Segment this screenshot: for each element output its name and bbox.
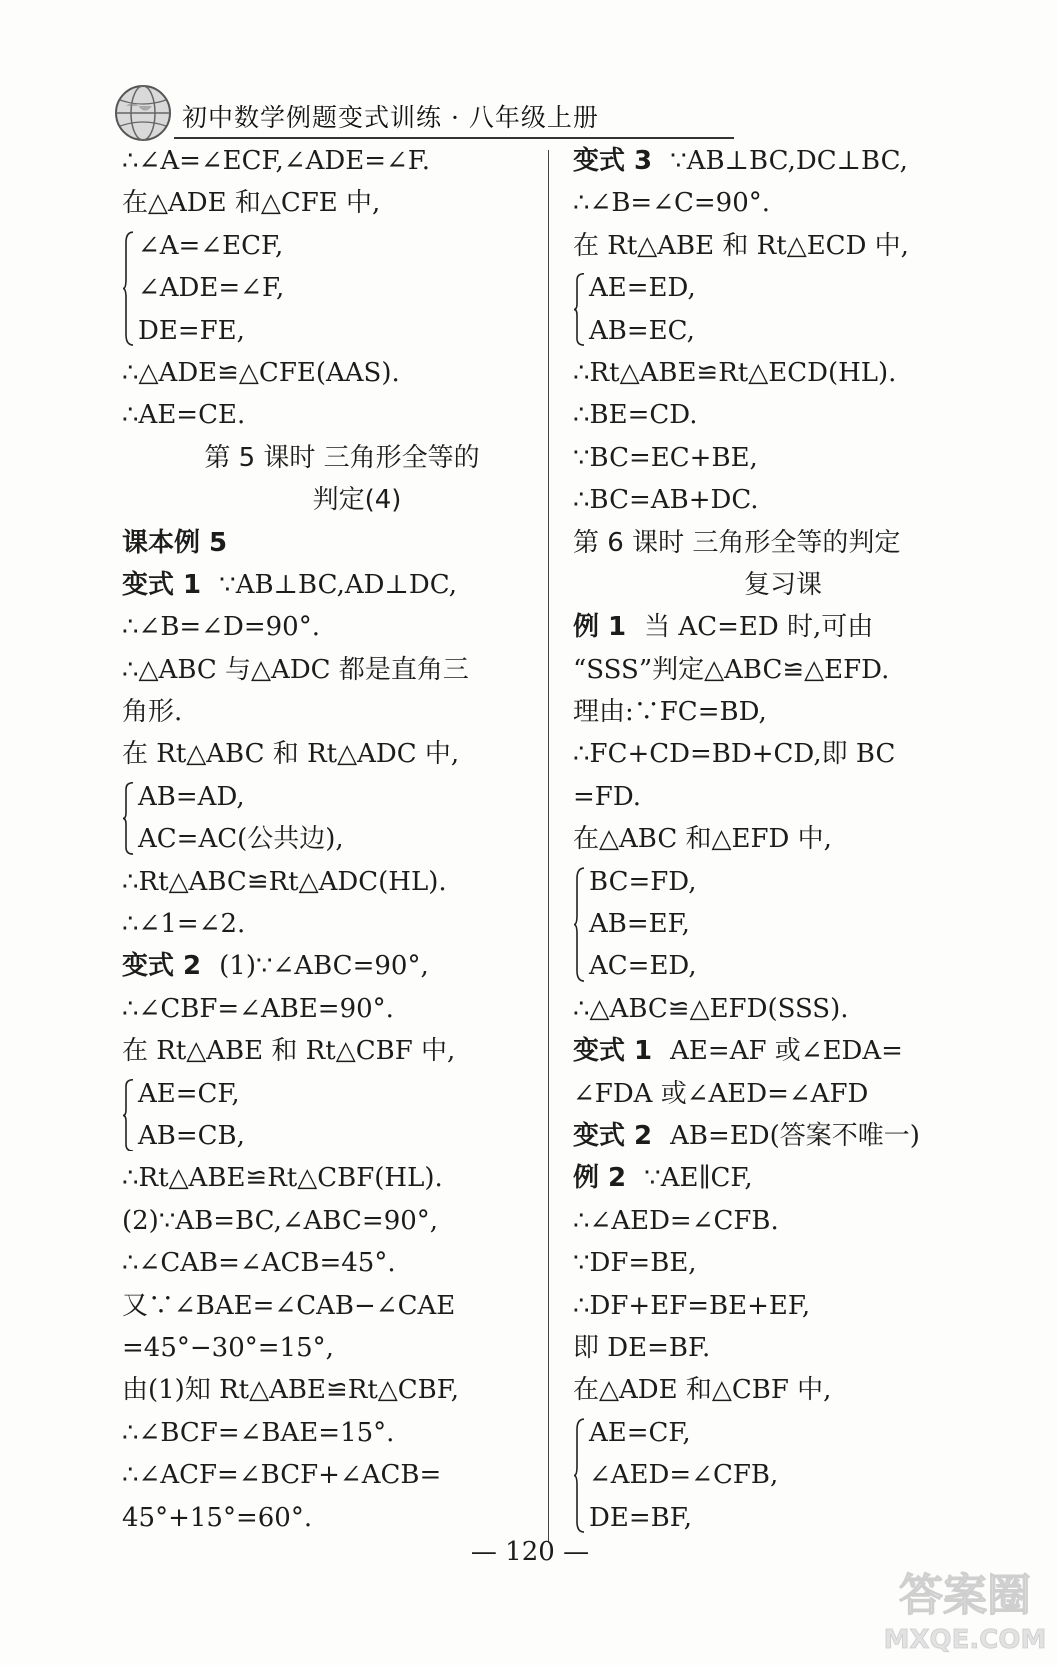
text-line: 即 DE=BF. — [573, 1332, 711, 1363]
text-line: DE=FE, — [138, 315, 245, 346]
variant-line — [573, 1030, 993, 1072]
text-line: AE=CF, — [589, 1417, 691, 1448]
variant-label: 变式 3 — [573, 146, 653, 176]
text-line: ∴∠B=∠C=90°. — [573, 188, 771, 219]
brace-icon — [573, 867, 585, 982]
text-line: ∴BC=AB+DC. — [573, 485, 759, 516]
text-line: ∠FDA 或∠AED=∠AFD — [573, 1078, 869, 1109]
right-column — [573, 140, 993, 1539]
text-line: ∴∠A=∠ECF,∠ADE=∠F. — [122, 146, 431, 176]
text-line: ∴Rt△ABE≌Rt△ECD(HL). — [573, 357, 897, 388]
variant-label: 变式 1 — [122, 569, 202, 600]
text-line: 角形. — [122, 697, 183, 728]
text-line: =FD. — [573, 781, 642, 812]
text-line: =45°−30°=15°, — [122, 1332, 334, 1363]
variant-line — [122, 564, 532, 606]
text-line: AC=ED, — [589, 951, 697, 982]
lesson-heading: 复习课 — [743, 569, 822, 600]
text-line: DE=BF, — [589, 1502, 692, 1533]
example-line — [573, 1157, 993, 1199]
text-span: ∵AE∥CF, — [644, 1163, 753, 1194]
text-span: AE=AF 或∠EDA= — [670, 1036, 903, 1067]
brace-icon — [122, 231, 134, 346]
variant-label: 变式 2 — [122, 951, 202, 982]
text-line: ∴Rt△ABE≌Rt△CBF(HL). — [122, 1163, 443, 1194]
text-line: ∵BC=EC+BE, — [573, 442, 758, 473]
lesson-heading: 判定(4) — [312, 485, 402, 516]
text-line: AB=CB, — [138, 1120, 245, 1151]
text-line: ∴DF+EF=BE+EF, — [573, 1290, 811, 1321]
variant-label: 变式 1 — [573, 1036, 653, 1067]
text-line: ∴AE=CE. — [122, 400, 246, 431]
variant-label: 变式 2 — [573, 1120, 653, 1151]
lesson-heading: 第 5 课时 三角形全等的 — [204, 442, 480, 473]
text-line: AE=ED, — [589, 273, 696, 304]
text-line: ∠A=∠ECF, — [138, 230, 284, 261]
brace-group — [122, 225, 532, 352]
example-label: 例 2 — [573, 1163, 627, 1194]
brace-icon — [122, 1079, 134, 1152]
variant-line — [122, 945, 532, 987]
header-rule — [174, 137, 734, 139]
text-span: ∵AB⊥BC,AD⊥DC, — [219, 569, 458, 600]
text-line: AB=AD, — [138, 781, 245, 812]
text-line: 在 Rt△ABE 和 Rt△ECD 中, — [573, 230, 909, 261]
brace-group — [573, 1412, 993, 1539]
text-line: ∴∠BCF=∠BAE=15°. — [122, 1417, 395, 1448]
brace-group — [573, 861, 993, 988]
text-line: ∠AED=∠CFB, — [589, 1460, 779, 1491]
text-span: 当 AC=ED 时,可由 — [644, 612, 874, 643]
text-line: ∴∠1=∠2. — [122, 909, 246, 940]
column-divider — [548, 150, 549, 1542]
text-line: AB=EF, — [589, 909, 690, 940]
page-number: — 120 — — [470, 1537, 590, 1567]
section-label: 课本例 5 — [122, 527, 228, 558]
text-span: (1)∵∠ABC=90°, — [219, 951, 429, 982]
book-title: 初中数学例题变式训练 · 八年级上册 — [182, 103, 599, 132]
text-line: 在△ADE 和△CBF 中, — [573, 1375, 832, 1406]
text-line: 在 Rt△ABE 和 Rt△CBF 中, — [122, 1036, 456, 1067]
text-line: 又∵∠BAE=∠CAB−∠CAE — [122, 1290, 456, 1321]
brace-group — [573, 267, 993, 352]
text-line: 理由:∵FC=BD, — [573, 697, 767, 728]
text-line: ∴△ABC≌△EFD(SSS). — [573, 993, 849, 1024]
brace-icon — [573, 1418, 585, 1533]
variant-line — [573, 140, 993, 182]
text-line: ∴∠CBF=∠ABE=90°. — [122, 993, 394, 1024]
text-line: ∴BE=CD. — [573, 400, 698, 431]
brace-icon — [573, 273, 585, 346]
text-line: ∴Rt△ABC≌Rt△ADC(HL). — [122, 866, 447, 897]
text-line: AC=AC(公共边), — [138, 824, 344, 855]
brace-group — [122, 1073, 532, 1158]
left-column — [122, 140, 532, 1539]
text-line: ∴∠ACF=∠BCF+∠ACB= — [122, 1460, 442, 1491]
brace-icon — [122, 782, 134, 855]
text-line: ∵DF=BE, — [573, 1248, 697, 1279]
text-span: AB=ED(答案不唯一) — [670, 1120, 920, 1151]
lesson-heading: 第 6 课时 三角形全等的判定 — [573, 527, 901, 558]
text-line: ∴△ADE≌△CFE(AAS). — [122, 357, 400, 388]
text-line: ∴△ABC 与△ADC 都是直角三 — [122, 654, 469, 685]
text-line: ∴FC+CD=BD+CD,即 BC — [573, 739, 896, 770]
text-line: 在△ABC 和△EFD 中, — [573, 824, 832, 855]
page-header — [112, 72, 632, 142]
text-line: 45°+15°=60°. — [122, 1502, 313, 1533]
watermark-bottom-text: MXQE.COM — [883, 1625, 1047, 1655]
text-line: ∴∠CAB=∠ACB=45°. — [122, 1248, 396, 1279]
text-line: BC=FD, — [589, 866, 697, 897]
text-line: 在△ADE 和△CFE 中, — [122, 188, 381, 219]
watermark-top-text: 答案圈 — [899, 1570, 1031, 1621]
text-span: ∵AB⊥BC,DC⊥BC, — [670, 146, 908, 176]
globe-logo-icon — [112, 82, 174, 144]
watermark-logo — [880, 1560, 1050, 1660]
text-line: 由(1)知 Rt△ABE≌Rt△CBF, — [122, 1375, 460, 1406]
text-line: “SSS”判定△ABC≌△EFD. — [573, 654, 890, 685]
text-line: ∠ADE=∠F, — [138, 273, 285, 304]
text-line: 在 Rt△ABC 和 Rt△ADC 中, — [122, 739, 460, 770]
text-line: ∴∠B=∠D=90°. — [122, 612, 320, 643]
example-line — [573, 606, 993, 648]
text-line: AB=EC, — [589, 315, 695, 346]
text-line: AE=CF, — [138, 1078, 240, 1109]
variant-line — [573, 1115, 993, 1157]
text-line: (2)∵AB=BC,∠ABC=90°, — [122, 1205, 439, 1236]
example-label: 例 1 — [573, 612, 627, 643]
brace-group — [122, 776, 532, 861]
text-line: ∴∠AED=∠CFB. — [573, 1205, 779, 1236]
